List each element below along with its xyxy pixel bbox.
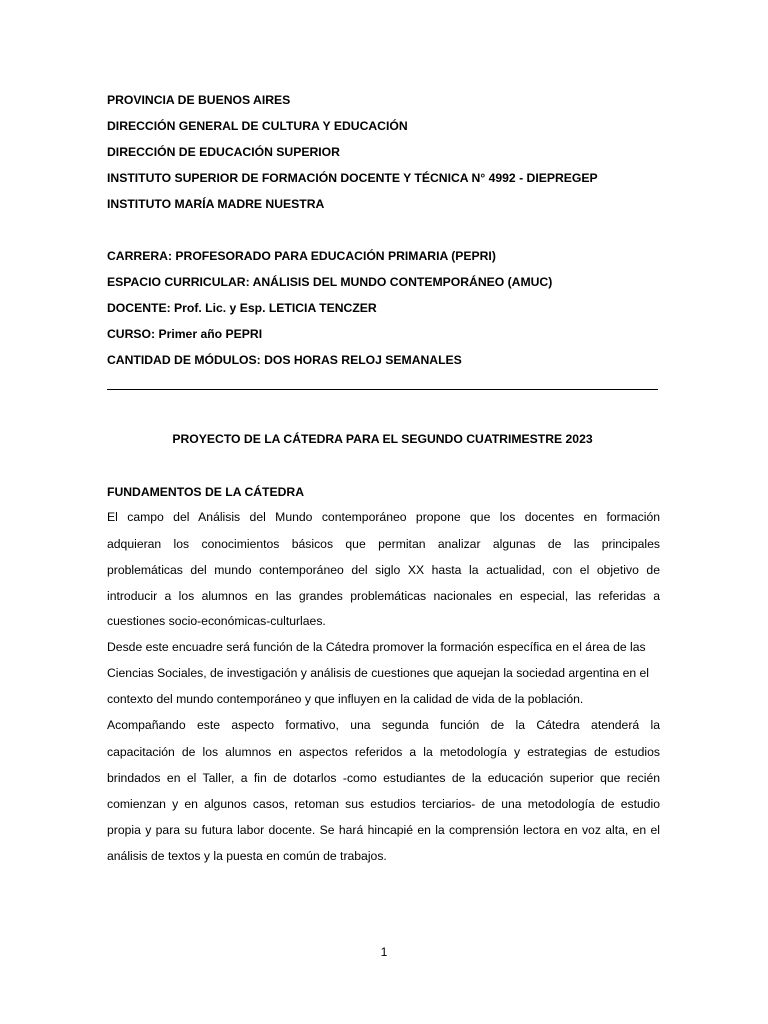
course-career: CARRERA: PROFESORADO PARA EDUCACIÓN PRIMARIA (PEPRI) [107, 249, 496, 263]
body-line: análisis de textos y la puesta en común de trabajos. [107, 849, 387, 863]
course-curricular-space: ESPACIO CURRICULAR: ANÁLISIS DEL MUNDO CONTEMPORÁNEO (AMUC) [107, 275, 553, 289]
body-line: Acompañando este aspecto formativo, una segunda función de la Cátedra atenderá la [107, 718, 660, 732]
separator-rule [107, 389, 658, 390]
header-line-higher-education: DIRECCIÓN DE EDUCACIÓN SUPERIOR [107, 145, 340, 159]
body-line: Desde este encuadre será función de la Cátedra promover la formación específica en el área de las [107, 640, 646, 654]
section-title: FUNDAMENTOS DE LA CÁTEDRA [107, 485, 305, 499]
body-line: propia y para su futura labor docente. Se hará hincapié en la comprensión lectora en voz alta, en el [107, 823, 660, 837]
header-line-province: PROVINCIA DE BUENOS AIRES [107, 93, 291, 107]
course-modules: CANTIDAD DE MÓDULOS: DOS HORAS RELOJ SEMANALES [107, 353, 462, 367]
body-line: El campo del Análisis del Mundo contemporáneo propone que los docentes en formación [107, 510, 660, 524]
page-number: 1 [380, 945, 388, 959]
body-line: problemáticas del mundo contemporáneo del siglo XX hasta la actualidad, con el objetivo de [107, 563, 660, 577]
course-year: CURSO: Primer año PEPRI [107, 327, 263, 341]
project-title: PROYECTO DE LA CÁTEDRA PARA EL SEGUNDO CUATRIMESTRE 2023 [172, 432, 593, 446]
body-line: Ciencias Sociales, de investigación y análisis de cuestiones que aquejan la sociedad argentina en el [107, 666, 650, 680]
body-line: brindados en el Taller, a fin de dotarlos -como estudiantes de la educación superior que recién [107, 771, 660, 785]
body-line: introducir a los alumnos en las grandes problemáticas nacionales en especial, las referidas a [107, 589, 660, 603]
course-teacher: DOCENTE: Prof. Lic. y Esp. LETICIA TENCZER [107, 301, 377, 315]
body-line: cuestiones socio-económicas-culturlaes. [107, 614, 326, 628]
body-line: adquieran los conocimientos básicos que permitan analizar algunas de las principales [107, 537, 660, 551]
header-line-institute-name: INSTITUTO MARÍA MADRE NUESTRA [107, 197, 325, 211]
body-line: comienzan y en algunos casos, retoman sus estudios terciarios- de una metodología de estudio [107, 797, 660, 811]
body-line: contexto del mundo contemporáneo y que influyen en la calidad de vida de la población. [107, 692, 584, 706]
body-line: capacitación de los alumnos en aspectos referidos a la metodología y estrategias de estudios [107, 745, 660, 759]
header-line-general-direction: DIRECCIÓN GENERAL DE CULTURA Y EDUCACIÓN [107, 119, 408, 133]
header-line-institute: INSTITUTO SUPERIOR DE FORMACIÓN DOCENTE Y TÉCNICA N° 4992 - DIEPREGEP [107, 171, 598, 185]
